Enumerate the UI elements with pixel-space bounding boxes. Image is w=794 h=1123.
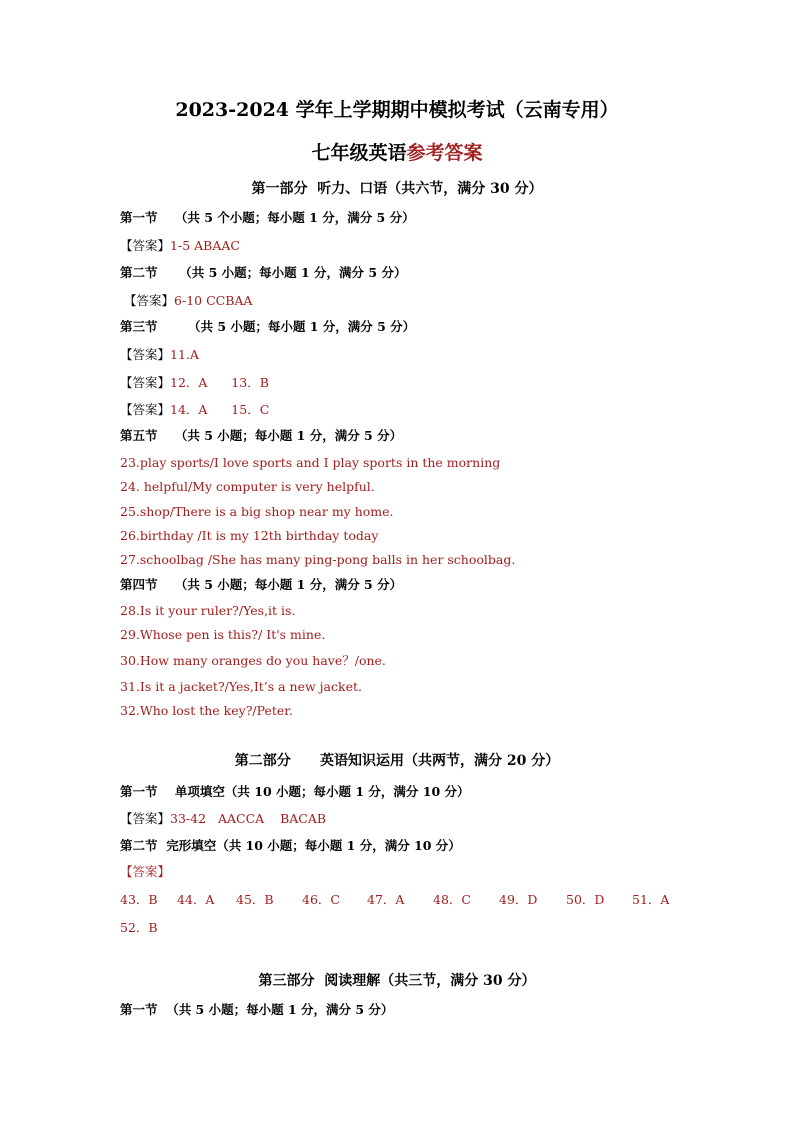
answer-value: 6-10 CCBAA	[174, 293, 253, 308]
part1-sec5-item: 23.play sports/I love sports and I play sports in the morning	[120, 455, 501, 470]
cloze-answer: 46．C	[302, 892, 340, 907]
part1-sec5-item: 27.schoolbag /She has many ping-pong balls in her schoolbag.	[120, 552, 516, 567]
part1-sec1-heading: 第一节 （共 5 个小题；每小题 1 分，满分 5 分）	[120, 210, 415, 225]
part1-sec5-item: 25.shop/There is a big shop near my home.	[120, 504, 394, 519]
part1-sec3-heading: 第三节 （共 5 小题；每小题 1 分，满分 5 分）	[120, 319, 416, 334]
cloze-answer: 47．A	[367, 892, 405, 907]
part1-sec5-item: 24. helpful/My computer is very helpful.	[120, 479, 375, 494]
part2-sec1-heading: 第一节 单项填空（共 10 小题；每小题 1 分，满分 10 分）	[120, 784, 470, 799]
part1-sec5-heading: 第五节 （共 5 小题；每小题 1 分，满分 5 分）	[120, 428, 403, 443]
answer-tag: 【答案】	[124, 293, 175, 308]
part3-sec1-heading: 第一节 （共 5 小题；每小题 1 分，满分 5 分）	[120, 1002, 394, 1017]
part1-sec3-answer-3	[120, 402, 269, 418]
part1-sec3-answer-1	[120, 347, 199, 363]
part2-sec1-answer	[120, 811, 326, 827]
answer-tag: 【答案】	[120, 375, 171, 390]
part1-sec4-heading: 第四节 （共 5 小题；每小题 1 分，满分 5 分）	[120, 577, 403, 592]
part1-sec1-answer	[120, 238, 240, 254]
answer-value: 33-42 AACCA BACAB	[170, 811, 327, 826]
answer-tag: 【答案】	[120, 238, 171, 253]
answer-value: 14．A 15．C	[170, 402, 270, 417]
part3-heading: 第三部分 阅读理解（共三节，满分 30 分）	[258, 973, 536, 989]
document-subtitle	[0, 141, 794, 165]
answer-tag: 【答案】	[120, 347, 171, 362]
answer-value: 12．A 13．B	[170, 375, 269, 390]
part1-sec4-item: 28.Is it your ruler?/Yes,it is.	[120, 603, 296, 618]
part2-heading: 第二部分 英语知识运用（共两节，满分 20 分）	[234, 753, 560, 769]
part1-sec2-heading: 第二节 （共 5 小题；每小题 1 分，满分 5 分）	[120, 265, 407, 280]
cloze-answer: 48．C	[433, 892, 471, 907]
answer-tag: 【答案】	[120, 811, 171, 826]
cloze-answer: 52．B	[120, 920, 158, 935]
document-title: 2023-2024 学年上学期期中模拟考试（云南专用）	[175, 99, 619, 121]
answer-tag: 【答案】	[120, 402, 171, 417]
cloze-answer: 49．D	[499, 892, 538, 907]
cloze-answer: 45．B	[236, 892, 274, 907]
part1-sec3-answer-2	[120, 375, 269, 391]
part1-sec4-item: 31.Is it a jacket?/Yes,It’s a new jacket.	[120, 679, 362, 694]
part1-heading: 第一部分 听力、口语（共六节，满分 30 分）	[251, 181, 543, 197]
answer-value: 11.A	[170, 347, 199, 362]
cloze-answer: 51．A	[632, 892, 670, 907]
subtitle-answer-key: 参考答案	[406, 142, 483, 164]
cloze-answer: 43．B	[120, 892, 158, 907]
part1-sec2-answer	[124, 293, 252, 309]
part2-sec2-heading: 第二节 完形填空（共 10 小题；每小题 1 分，满分 10 分）	[120, 838, 461, 853]
cloze-answer: 50．D	[566, 892, 605, 907]
answer-value: 1-5 ABAAC	[170, 238, 240, 253]
part1-sec4-item: 29.Whose pen is this?/ It's mine.	[120, 627, 326, 642]
answer-tag: 【答案】	[120, 864, 171, 879]
part2-sec2-answer-tag	[120, 864, 170, 880]
part1-sec4-item: 30.How many oranges do you have？/one.	[120, 653, 386, 668]
part1-sec4-item: 32.Who lost the key?/Peter.	[120, 703, 293, 718]
subtitle-grade-subject: 七年级英语	[311, 142, 407, 164]
cloze-answer: 44．A	[177, 892, 215, 907]
part1-sec5-item: 26.birthday /It is my 12th birthday today	[120, 528, 379, 543]
